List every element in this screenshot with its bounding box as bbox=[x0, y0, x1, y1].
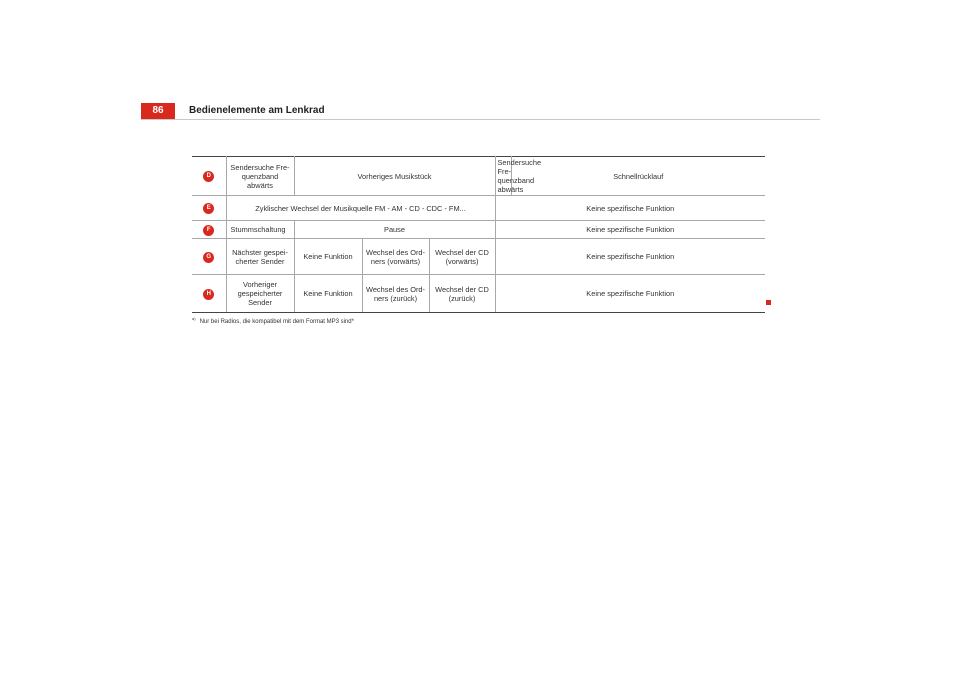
steering-controls-table bbox=[192, 156, 765, 313]
key-badge: E bbox=[203, 203, 214, 214]
key-badge: G bbox=[203, 252, 214, 263]
table-cell: Keine spezifische Funktion bbox=[495, 239, 765, 275]
table-cell: Keine spezifische Funktion bbox=[495, 275, 765, 313]
page-header bbox=[141, 103, 820, 119]
page-title: Bedienelemente am Lenkrad bbox=[189, 105, 325, 116]
footnote-text: Nur bei Radios, die kompatibel mit dem Format MP3 sind* bbox=[199, 319, 354, 325]
table-cell: Zyklischer Wechsel der Musikquelle FM - AM - CD - CDC - FM... bbox=[226, 196, 495, 221]
table-cell: Wechsel des Ord-ners (vorwärts) bbox=[362, 239, 429, 275]
table-cell: Sendersuche Fre-quenzband abwärts bbox=[495, 157, 511, 196]
table-cell: Vorheriges Musikstück bbox=[294, 157, 495, 196]
table-cell: Pause bbox=[294, 221, 495, 239]
key-badge: F bbox=[203, 225, 214, 236]
row-key-cell bbox=[192, 239, 226, 275]
key-badge: H bbox=[203, 289, 214, 300]
table-row bbox=[192, 196, 765, 221]
table-row bbox=[192, 239, 765, 275]
table-cell: Schnellrücklauf bbox=[511, 157, 765, 196]
table-row bbox=[192, 275, 765, 313]
table-cell: Nächster gespei-cherter Sender bbox=[226, 239, 294, 275]
table-row bbox=[192, 157, 765, 196]
table-cell: Keine Funktion bbox=[294, 275, 362, 313]
key-badge: D bbox=[203, 171, 214, 182]
table-cell: Wechsel der CD (zurück) bbox=[429, 275, 495, 313]
footnote bbox=[192, 316, 354, 325]
table-row bbox=[192, 221, 765, 239]
footnote-marker: a) bbox=[192, 316, 196, 321]
row-key-cell bbox=[192, 196, 226, 221]
row-key-cell bbox=[192, 221, 226, 239]
page-number: 86 bbox=[141, 103, 175, 119]
table-cell: Keine Funktion bbox=[294, 239, 362, 275]
table-cell: Sendersuche Fre-quenzband abwärts bbox=[226, 157, 294, 196]
section-end-mark bbox=[766, 300, 771, 305]
table-cell: Stummschaltung bbox=[226, 221, 294, 239]
table-cell: Wechsel des Ord-ners (zurück) bbox=[362, 275, 429, 313]
row-key-cell bbox=[192, 275, 226, 313]
table-cell: Vorheriger gespeicherter Sender bbox=[226, 275, 294, 313]
row-key-cell bbox=[192, 157, 226, 196]
table-cell: Keine spezifische Funktion bbox=[495, 221, 765, 239]
header-rule bbox=[141, 119, 820, 120]
table-cell: Wechsel der CD (vorwärts) bbox=[429, 239, 495, 275]
table-cell: Keine spezifische Funktion bbox=[495, 196, 765, 221]
